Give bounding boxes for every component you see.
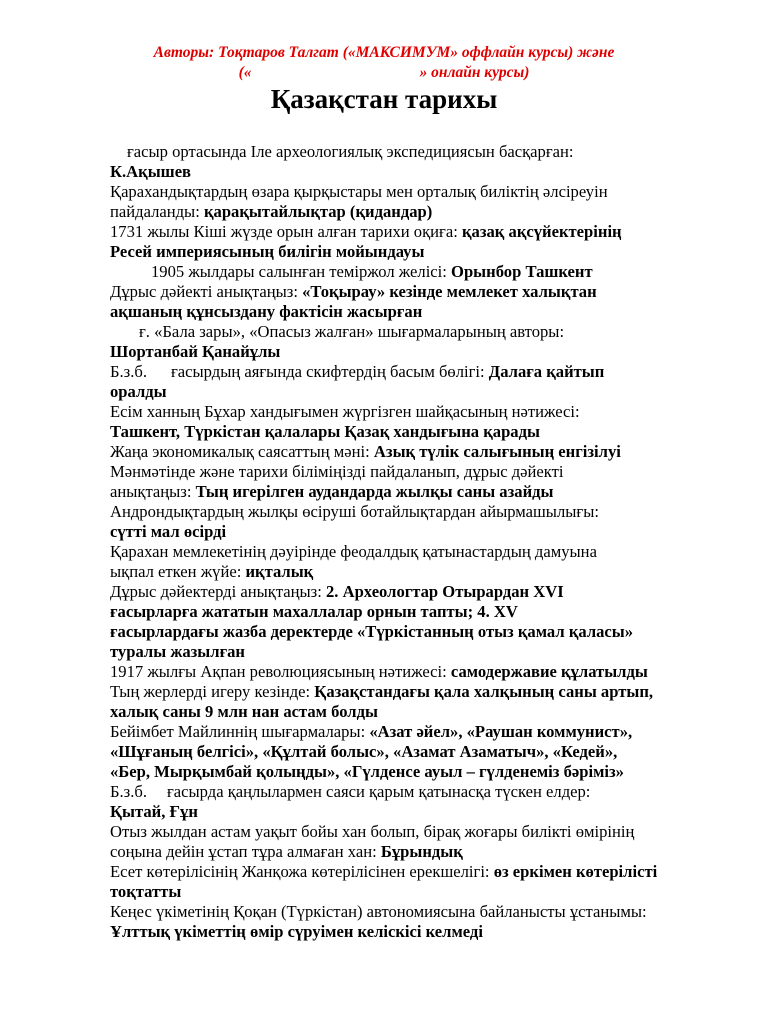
question-text: пайдаланды: xyxy=(110,202,204,221)
answer-text: оралды xyxy=(110,382,167,401)
authors-line-1: Авторы: Тоқтаров Талгат («МАКСИМУМ» оффлайн курсы) және xyxy=(153,44,615,61)
text-line xyxy=(110,842,730,862)
authors-line-2-open: (« xyxy=(238,64,252,81)
answer-text: Қазақстандағы қала халқының саны артып, xyxy=(314,682,654,701)
answer-text: Орынбор Ташкент xyxy=(451,262,593,281)
text-line xyxy=(110,302,730,322)
text-line: ғ. «Бала зары», «Опасыз жалған» шығармаларының авторы: xyxy=(139,322,565,341)
text-line xyxy=(110,602,730,622)
answer-text: Азық түлік салығының енгізілуі xyxy=(373,442,621,461)
text-line xyxy=(110,882,730,902)
text-line xyxy=(110,622,730,642)
text-line xyxy=(110,442,730,462)
text-line xyxy=(110,262,730,282)
answer-text: Ташкент, Түркістан қалалары Қазақ хандығына қарады xyxy=(110,422,540,441)
question-text: 1905 жылдары салынған теміржол желісі: xyxy=(151,262,452,281)
answer-text: Бұрындық xyxy=(380,842,463,861)
answer-text: халық саны 9 млн нан астам болды xyxy=(110,702,378,721)
answer-text: самодержавие құлатылды xyxy=(450,662,648,681)
answer-text: Қытай, Ғұн xyxy=(110,802,198,821)
answer-text: ғасырларға жататын махаллалар орнын тапты; 4. XV xyxy=(110,602,518,621)
text-line xyxy=(110,742,730,762)
text-line xyxy=(110,382,730,402)
text-line xyxy=(110,482,730,502)
text-line xyxy=(110,162,730,182)
answer-text: туралы жазылған xyxy=(110,642,245,661)
text-line xyxy=(110,562,730,582)
question-text: Бейімбет Майлиннің шығармалары: xyxy=(110,722,370,741)
text-line xyxy=(110,362,730,382)
question-text: 1731 жылы Кіші жүзде орын алған тарихи оқиға: xyxy=(110,222,462,241)
answer-text: Шортанбай Қанайұлы xyxy=(110,342,281,361)
answer-text: қарақытайлықтар (қидандар) xyxy=(203,202,433,221)
text-line xyxy=(110,422,730,442)
question-text: соңына дейін ұстап тұра алмаған хан: xyxy=(110,842,381,861)
text-line xyxy=(110,722,730,742)
answer-text: Тың игерілген аудандарда жылқы саны азайды xyxy=(195,482,554,501)
authors-line-2-close: » онлайн курсы) xyxy=(419,64,530,81)
text-line xyxy=(110,862,730,882)
question-text: Есет көтерілісінің Жанқожа көтерілісінен ерекшелігі: xyxy=(110,862,494,881)
page-title: Қазақстан тарихы xyxy=(270,84,498,114)
answer-text: К.Ақышев xyxy=(110,162,192,181)
text-line xyxy=(110,522,730,542)
text-line: ғасыр ортасында Іле археологиялық экспедициясын басқарған: xyxy=(127,142,574,161)
question-text: Тың жерлерді игеру кезінде: xyxy=(110,682,315,701)
text-line xyxy=(110,802,730,822)
text-line xyxy=(110,282,730,302)
answer-text: 2. Археологтар Отырардан XVI xyxy=(326,582,564,601)
answer-text: сүтті мал өсірді xyxy=(110,522,227,541)
text-line xyxy=(110,202,730,222)
question-text: Дұрыс дәйекті анықтаңыз: xyxy=(110,282,303,301)
answer-text: «Азат әйел», «Раушан коммунист», xyxy=(369,722,633,741)
question-text: ықпал еткен жүйе: xyxy=(110,562,246,581)
document-body xyxy=(110,142,730,942)
text-line xyxy=(110,342,730,362)
text-line xyxy=(110,782,730,802)
text-line xyxy=(110,762,730,782)
text-line: Андрондықтардың жылқы өсіруші ботайлықтардан айырмашылығы: xyxy=(110,502,599,521)
answer-text: «Шұғаның белгісі», «Құлтай болыс», «Азамат Азаматыч», «Кедей», xyxy=(110,742,618,761)
text-line xyxy=(110,662,730,682)
text-line: Мәнмәтінде және тарихи біліміңізді пайдаланып, дұрыс дәйекті xyxy=(110,462,564,481)
question-text: Жаңа экономикалық саясаттың мәні: xyxy=(110,442,374,461)
question-text: 1917 жылғы Ақпан революциясының нәтижесі: xyxy=(110,662,451,681)
question-text: ғасырда қаңлылармен саяси қарым қатынасқа түскен елдер: xyxy=(166,782,591,801)
answer-text: «Тоқырау» кезінде мемлекет халықтан xyxy=(302,282,597,301)
text-line xyxy=(110,702,730,722)
question-text: Б.з.б. xyxy=(110,782,147,801)
answer-text: Далаға қайтып xyxy=(488,362,605,381)
text-line: Кеңес үкіметінің Қоқан (Түркістан) автономиясына байланысты ұстанымы: xyxy=(110,902,647,921)
answer-text: ақшаның құнсыздану фактісін жасырған xyxy=(110,302,423,321)
text-line xyxy=(110,682,730,702)
answer-text: «Бер, Мырқымбай қолыңды», «Гүлденсе ауыл – гүлденеміз бәріміз» xyxy=(110,762,624,781)
question-text: ғасырдың аяғында скифтердің басым бөлігі: xyxy=(170,362,489,381)
text-line: Отыз жылдан астам уақыт бойы хан болып, бірақ жоғары билікті өмірінің xyxy=(110,822,635,841)
question-text: Б.з.б. xyxy=(110,362,147,381)
text-line xyxy=(110,582,730,602)
answer-text: иқталық xyxy=(245,562,314,581)
text-line: Қарахандықтардың өзара қырқыстары мен орталық биліктің әлсіреуін xyxy=(110,182,608,201)
question-text: Дұрыс дәйектерді анықтаңыз: xyxy=(110,582,326,601)
answer-text: тоқтатты xyxy=(110,882,182,901)
answer-text: ғасырлардағы жазба деректерде «Түркістанның отыз қамал қаласы» xyxy=(110,622,634,641)
answer-text: қазақ ақсүйектерінің xyxy=(461,222,622,241)
answer-text: Ресей империясының билігін мойындауы xyxy=(110,242,425,261)
text-line xyxy=(110,222,730,242)
authors-line-2 xyxy=(0,64,768,82)
text-line xyxy=(110,922,730,942)
text-line xyxy=(110,642,730,662)
text-line: Қарахан мемлекетінің дәуірінде феодалдық қатынастардың дамуына xyxy=(110,542,597,561)
text-line: Есім ханның Бұхар хандығымен жүргізген шайқасының нәтижесі: xyxy=(110,402,580,421)
answer-text: өз еркімен көтерілісті xyxy=(493,862,658,881)
question-text: анықтаңыз: xyxy=(110,482,196,501)
answer-text: Ұлттық үкіметтің өмір сүруімен келіскісі келмеді xyxy=(110,922,483,941)
text-line xyxy=(110,242,730,262)
